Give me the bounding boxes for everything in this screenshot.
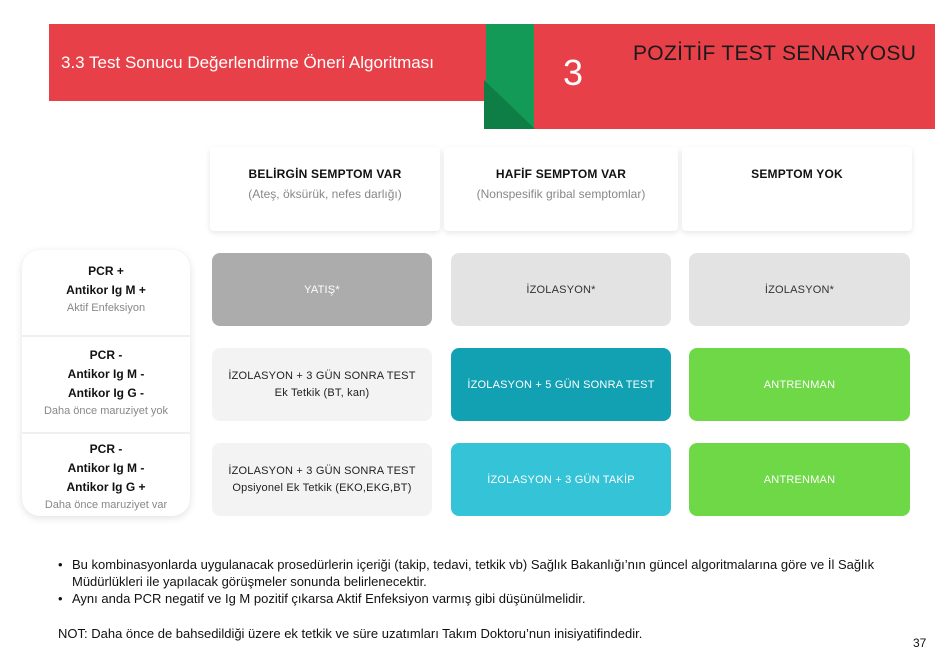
column-title: SEMPTOM YOK [751, 167, 843, 181]
page-number: 37 [913, 636, 927, 650]
cell-text: İZOLASYON* [764, 283, 835, 296]
bullet-item [58, 590, 908, 607]
cell-text: İZOLASYON* [526, 283, 596, 296]
banner-fold-shape [484, 80, 535, 129]
column-header-mild-symptoms [444, 147, 678, 231]
row-line: Antikor Ig G + [66, 480, 146, 494]
row-divider [22, 335, 190, 337]
cell-isolation-test-3-days [212, 348, 432, 421]
bullet-dot: • [58, 557, 63, 572]
cell-text: İZOLASYON + 3 GÜN SONRA TEST [228, 370, 416, 382]
cell-isolation-test-5-days [451, 348, 671, 421]
section-title: 3.3 Test Sonucu Değerlendirme Öneri Algoritması [61, 52, 434, 72]
cell-isolation-test-3-days-optional [212, 443, 432, 516]
column-header-significant-symptoms [210, 147, 440, 231]
row-note: Daha önce maruziyet yok [43, 405, 169, 417]
cell-text: ANTRENMAN [763, 378, 836, 391]
column-title: HAFİF SEMPTOM VAR [495, 167, 627, 181]
scenario-banner [534, 24, 935, 129]
cell-training [689, 348, 910, 421]
column-title: BELİRGİN SEMPTOM VAR [248, 167, 402, 181]
scenario-title: POZİTİF TEST SENARYOSU [633, 42, 917, 65]
row-line: Antikor Ig M + [66, 283, 146, 297]
cell-text: İZOLASYON + 3 GÜN SONRA TEST [228, 465, 416, 477]
row-line: PCR + [88, 264, 124, 278]
cell-isolation [689, 253, 910, 326]
row-divider [22, 432, 190, 434]
row-header-no-exposure [22, 346, 190, 417]
row-header-active-infection [22, 262, 190, 314]
cell-isolation [451, 253, 671, 326]
row-line: PCR - [89, 348, 123, 362]
cell-subtext: Ek Tetkik (BT, kan) [274, 387, 370, 399]
cell-text: İZOLASYON + 3 GÜN TAKİP [487, 473, 635, 486]
footnote-bullets [58, 556, 908, 607]
row-line: PCR - [89, 442, 123, 456]
cell-text: İZOLASYON + 5 GÜN SONRA TEST [467, 378, 655, 391]
cell-training [689, 443, 910, 516]
cell-text: YATIŞ* [304, 283, 340, 296]
cell-hospitalization [212, 253, 432, 326]
row-note: Daha önce maruziyet var [44, 499, 168, 511]
note-text: NOT: Daha önce de bahsedildiği üzere ek tetkik ve süre uzatımları Takım Doktoru’nun inisiyatifindedir. [58, 626, 643, 641]
column-header-no-symptoms [682, 147, 912, 231]
row-line: Antikor Ig G - [68, 386, 144, 400]
cell-isolation-3-day-follow-up [451, 443, 671, 516]
row-header-prior-exposure [22, 440, 190, 511]
scenario-number: 3 [563, 52, 584, 93]
cell-subtext: Opsiyonel Ek Tetkik (EKO,EKG,BT) [232, 482, 412, 494]
column-subtitle: (Nonspesifik gribal semptomlar) [476, 187, 646, 201]
cell-text: ANTRENMAN [763, 473, 836, 486]
bullet-dot: • [58, 591, 63, 606]
column-subtitle: (Ateş, öksürük, nefes darlığı) [248, 187, 402, 201]
row-line: Antikor Ig M - [67, 461, 145, 475]
section-title-banner [49, 24, 486, 101]
bullet-text: Bu kombinasyonlarda uygulanacak prosedürlerin içeriği (takip, tedavi, tetkik vb) Sağlık Bakanlığı’nın güncel algoritmalarına göre ve İl Sağlık Müdürlükleri ile yapılacak görüşmeler sonunda belirlenecektir. [72, 557, 875, 589]
bullet-item [58, 556, 908, 590]
bullet-text: Aynı anda PCR negatif ve Ig M pozitif çıkarsa Aktif Enfeksiyon varmış gibi düşünülmelidir. [72, 591, 586, 606]
row-line: Antikor Ig M - [67, 367, 145, 381]
row-note: Aktif Enfeksiyon [66, 302, 146, 314]
